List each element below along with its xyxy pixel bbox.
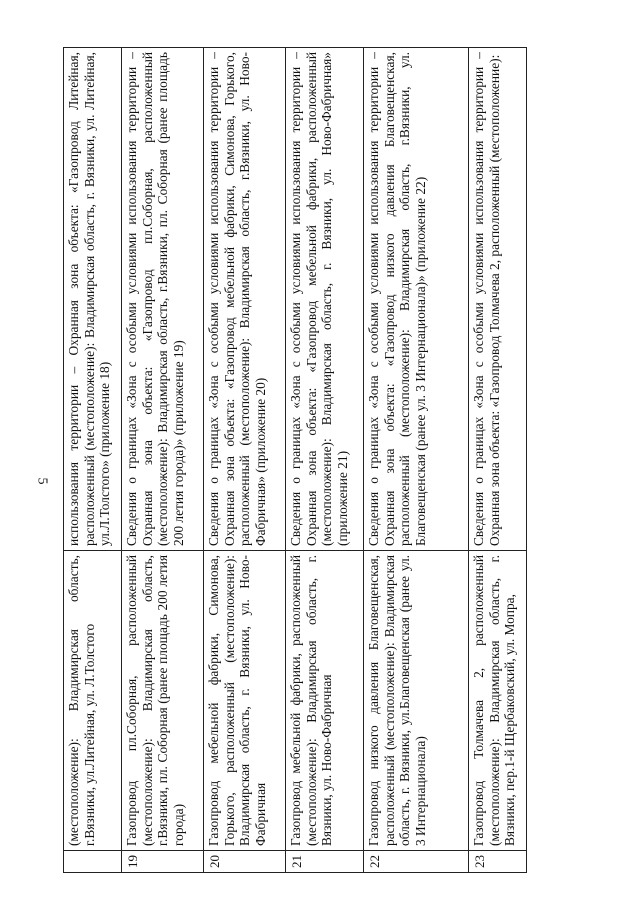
row-number [64,851,122,873]
row-number: 22 [364,851,469,873]
table-row [64,48,122,873]
info-cell: Сведения о границах «Зона с особыми условиями использования территории – Охранная зона объекта: «Газопровод пл.Соборная, расположенный (местоположение): Владимирская область, г.Вязники, пл. Соборная (ранее площадь 200 летия города)» (приложение 19) [122,48,204,551]
row-number: 21 [286,851,364,873]
info-cell: Сведения о границах «Зона с особыми условиями использования территории – Охранная зона объекта: «Газопровод низкого давления Благовещенская, расположенный (местоположение): Владимирская область, г.Вязники, ул. Благовещенская (ранее ул. 3 Интернационала)» (приложение 22) [364,48,469,551]
info-cell: Сведения о границах «Зона с особыми условиями использования территории – Охранная зона объекта: «Газопровод мебельной фабрики, расположенный (местоположение): Владимирская область, г. Вязники, ул. Ново-Фабричная» (приложение 21) [286,48,364,551]
table-row [122,48,204,873]
object-cell: Газопровод пл.Соборная, расположенный (местоположение): Владимирская область, г.Вязники, пл. Соборная (ранее площадь 200 летия города) [122,551,204,851]
info-cell: использования территории – Охранная зона объекта: «Газопровод Литейная, расположенный (местоположение): Владимирская область, г. Вязники, ул. Литейная, ул.Л.Толстого» (приложение 18) [64,48,122,551]
rotated-table-container [63,48,526,873]
object-cell: Газопровод мебельной фабрики, Симонова, Горького, расположенный (местоположение): Владимирская область, г. Вязники, ул. Ново-Фабричная [204,551,286,851]
object-cell: (местоположение): Владимирская область, г.Вязники, ул.Литейная, ул. Л.Толстого [64,551,122,851]
table-row [364,48,469,873]
table-row [286,48,364,873]
object-cell: Газопровод низкого давления Благовещенская, расположенный (местоположение): Владимирская область, г. Вязники, ул.Благовещенская (ранее ул. 3 Интернационала) [364,551,469,851]
info-cell: Сведения о границах «Зона с особыми условиями использования территории – Охранная зона объекта: «Газопровод мебельной фабрики, Симонова, Горького, расположенный (местоположение): Владимирская область, г.Вязники, ул. Ново-Фабричная» (приложение 20) [204,48,286,551]
table-row [204,48,286,873]
row-number: 20 [204,851,286,873]
object-cell: Газопровод мебельной фабрики, расположенный (местоположение): Владимирская область, г. Вязники, ул. Ново-Фабричная [286,551,364,851]
page-number: 5 [34,477,50,485]
row-number: 23 [469,851,527,873]
row-number: 19 [122,851,204,873]
info-cell: Сведения о границах «Зона с особыми условиями использования территории – Охранная зона объекта: «Газопровод Толмачева 2, расположенный (местоположение): [469,48,527,551]
table-row [469,48,527,873]
gas-pipeline-table [63,47,527,873]
object-cell: Газопровод Толмачева 2, расположенный (местоположение): Владимирская область, г. Вязники, пер.1-й Щербаковский, ул. Мопра, [469,551,527,851]
